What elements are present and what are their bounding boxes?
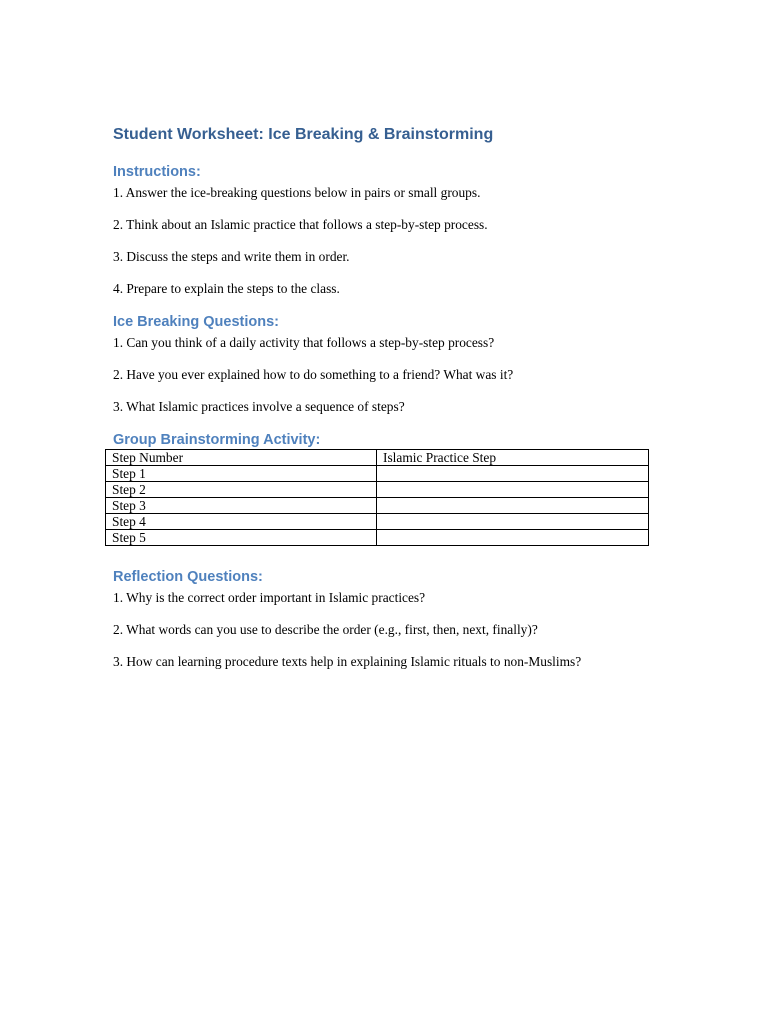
- practice-step-cell[interactable]: [377, 482, 649, 498]
- practice-step-cell[interactable]: [377, 466, 649, 482]
- table-row: [106, 514, 649, 530]
- reflection-question: 1. Why is the correct order important in Islamic practices?: [113, 590, 426, 605]
- reflection-heading: Reflection Questions:: [113, 569, 263, 585]
- brainstorming-table: [105, 449, 649, 546]
- brainstorming-table-wrapper: [113, 449, 673, 554]
- table-header-cell: Islamic Practice Step: [377, 450, 649, 466]
- table-row: [106, 498, 649, 514]
- brainstorming-heading: Group Brainstorming Activity:: [113, 432, 321, 448]
- table-header-cell: Step Number: [106, 450, 377, 466]
- practice-step-cell[interactable]: [377, 530, 649, 546]
- instruction-item: 4. Prepare to explain the steps to the class.: [113, 281, 340, 296]
- ice-breaking-heading: Ice Breaking Questions:: [113, 314, 279, 330]
- worksheet-title: Student Worksheet: Ice Breaking & Brainstorming: [113, 126, 494, 143]
- instruction-item: 3. Discuss the steps and write them in order.: [113, 249, 350, 264]
- worksheet-content: [113, 125, 673, 670]
- reflection-question: 3. How can learning procedure texts help in explaining Islamic rituals to non-Muslims?: [113, 654, 582, 669]
- instruction-item: 2. Think about an Islamic practice that follows a step-by-step process.: [113, 217, 488, 232]
- practice-step-cell[interactable]: [377, 498, 649, 514]
- step-number-cell: Step 4: [106, 514, 377, 530]
- table-header-row: [106, 450, 649, 466]
- practice-step-cell[interactable]: [377, 514, 649, 530]
- ice-breaking-question: 3. What Islamic practices involve a sequence of steps?: [113, 399, 405, 414]
- step-number-cell: Step 3: [106, 498, 377, 514]
- table-row: [106, 482, 649, 498]
- step-number-cell: Step 5: [106, 530, 377, 546]
- ice-breaking-question: 1. Can you think of a daily activity that follows a step-by-step process?: [113, 335, 495, 350]
- reflection-question: 2. What words can you use to describe the order (e.g., first, then, next, finally)?: [113, 622, 538, 637]
- instructions-heading: Instructions:: [113, 164, 201, 180]
- table-row: [106, 530, 649, 546]
- instruction-item: 1. Answer the ice-breaking questions below in pairs or small groups.: [113, 185, 481, 200]
- table-row: [106, 466, 649, 482]
- ice-breaking-question: 2. Have you ever explained how to do something to a friend? What was it?: [113, 367, 514, 382]
- step-number-cell: Step 2: [106, 482, 377, 498]
- step-number-cell: Step 1: [106, 466, 377, 482]
